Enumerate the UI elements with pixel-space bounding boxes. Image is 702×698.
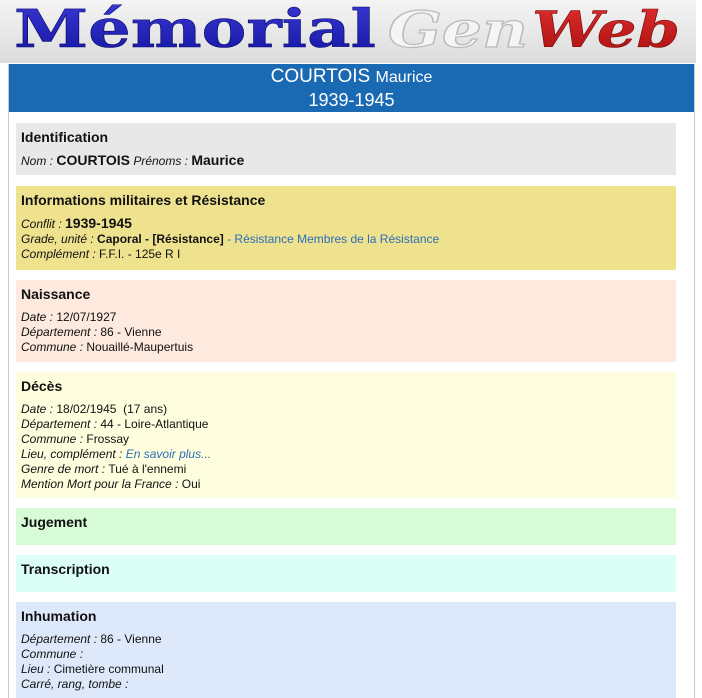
record-firstname: Maurice — [375, 69, 433, 86]
birth-commune-label: Commune : — [21, 340, 87, 354]
section-title-identification: Identification — [21, 129, 109, 145]
death-mention-row — [21, 477, 671, 492]
burial-carre-row — [21, 677, 671, 692]
burial-lieu-row — [21, 662, 671, 677]
section-burial — [16, 602, 676, 698]
burial-dept-label: Département : — [21, 632, 101, 646]
burial-lieu-value: Cimetière communal — [53, 662, 164, 676]
page-content — [8, 64, 695, 698]
death-genre-value: Tué à l'ennemi — [108, 462, 187, 476]
prenoms-value: Maurice — [191, 152, 245, 168]
birth-dept-row — [21, 325, 671, 340]
grade-row — [21, 232, 671, 247]
death-date-row — [21, 402, 671, 417]
burial-carre-label: Carré, rang, tombe : — [21, 677, 129, 691]
complement-label: Complément : — [21, 247, 100, 261]
death-commune-row — [21, 432, 671, 447]
conflit-label: Conflit : — [21, 217, 66, 231]
logo-web-text: Web — [532, 0, 680, 59]
section-transcription — [16, 555, 676, 592]
burial-commune-row — [21, 647, 671, 662]
identification-name-row — [21, 153, 671, 169]
conflit-row — [21, 216, 671, 232]
birth-commune-row — [21, 340, 671, 355]
complement-value: F.F.I. - 125e R I — [99, 247, 181, 261]
en-savoir-plus-link[interactable]: En savoir plus... — [125, 447, 212, 461]
death-commune-value: Frossay — [86, 432, 130, 446]
birth-dept-value: 86 - Vienne — [100, 325, 162, 339]
nom-value: COURTOIS — [56, 152, 130, 168]
section-title-death: Décès — [21, 378, 63, 394]
burial-lieu-label: Lieu : — [21, 662, 54, 676]
death-mention-value: Oui — [181, 477, 201, 491]
logo-gen-text: Gen — [388, 0, 528, 59]
section-title-birth: Naissance — [21, 286, 91, 302]
birth-date-label: Date : — [21, 310, 57, 324]
section-identification — [16, 123, 676, 175]
death-genre-row — [21, 462, 671, 477]
record-lastname: COURTOIS — [270, 66, 371, 87]
birth-date-value: 12/07/1927 — [56, 310, 117, 324]
death-date-value: 18/02/1945 (17 ans) — [56, 402, 168, 416]
death-date-label: Date : — [21, 402, 57, 416]
birth-dept-label: Département : — [21, 325, 101, 339]
logo-memorial-text: Mémorial — [14, 0, 377, 60]
burial-commune-label: Commune : — [21, 647, 84, 661]
death-dept-value: 44 - Loire-Atlantique — [100, 417, 209, 431]
section-judgement — [16, 508, 676, 545]
death-lieu-label: Lieu, complément : — [21, 447, 126, 461]
section-death — [16, 372, 676, 498]
burial-dept-row — [21, 632, 671, 647]
record-title — [9, 66, 694, 89]
complement-row — [21, 247, 671, 262]
death-lieu-row — [21, 447, 671, 462]
death-dept-label: Département : — [21, 417, 101, 431]
section-military — [16, 186, 676, 270]
birth-date-row — [21, 310, 671, 325]
death-mention-label: Mention Mort pour la France : — [21, 477, 182, 491]
section-title-military: Informations militaires et Résistance — [21, 192, 266, 208]
record-header — [9, 64, 694, 112]
section-title-burial: Inhumation — [21, 608, 97, 624]
section-title-judgement: Jugement — [21, 514, 88, 530]
record-period: 1939-1945 — [308, 90, 395, 110]
prenoms-label: Prénoms : — [129, 154, 192, 168]
section-birth — [16, 280, 676, 362]
death-dept-row — [21, 417, 671, 432]
burial-dept-value: 86 - Vienne — [100, 632, 162, 646]
site-logo-banner[interactable] — [0, 0, 696, 63]
memorial-genweb-logo — [0, 0, 696, 63]
death-genre-label: Genre de mort : — [21, 462, 109, 476]
birth-commune-value: Nouaillé-Maupertuis — [86, 340, 194, 354]
grade-value: Caporal - [Résistance] — [97, 232, 224, 246]
conflit-value: 1939-1945 — [65, 215, 132, 231]
resistance-link[interactable]: - Résistance Membres de la Résistance — [223, 232, 440, 246]
grade-label: Grade, unité : — [21, 232, 98, 246]
section-title-transcription: Transcription — [21, 561, 110, 577]
nom-label: Nom : — [21, 154, 57, 168]
death-commune-label: Commune : — [21, 432, 87, 446]
